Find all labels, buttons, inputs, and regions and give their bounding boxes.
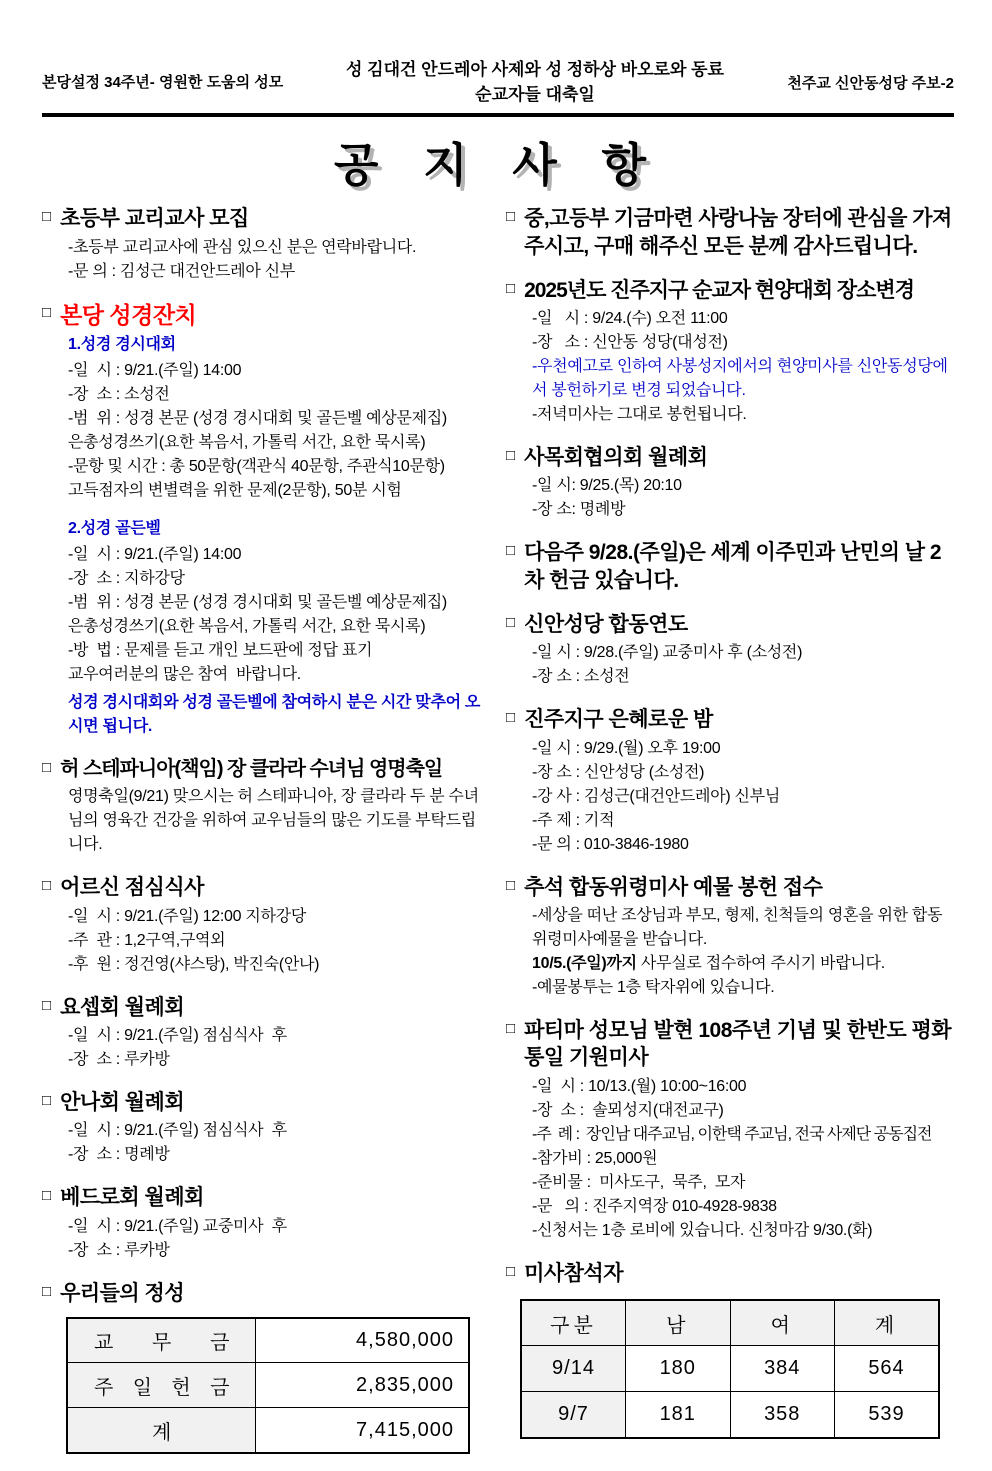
table-cell-date: 9/14 (521, 1346, 626, 1392)
subsection-title: 1.성경 경시대회 (68, 336, 176, 354)
table-cell-label: 계 (67, 1408, 256, 1453)
checkbox-icon: □ (506, 876, 516, 894)
body-line: -강 사 : 김성근(대건안드레아) 신부님 (532, 787, 780, 805)
checkbox-icon: □ (506, 1019, 516, 1037)
table-cell-label: 주 일 헌 금 (67, 1363, 256, 1408)
change-notice: -우천예고로 인하여 사봉성지에서의 현양미사를 신안동성당에서 봉헌하기로 변경 되었습니다. (532, 358, 948, 400)
body-line: -범 위 : 성경 본문 (성경 경시대회 및 골든벨 예상문제집) (68, 594, 447, 612)
section-title: 허 스테파니아(책임) 장 클라라 수녀님 영명축일 (60, 758, 443, 781)
table-cell: 180 (626, 1346, 731, 1392)
header-bulletin-id: 천주교 신안동성당 주보-2 (787, 75, 954, 93)
table-cell-date: 9/7 (521, 1392, 626, 1438)
section-title: 신안성당 합동연도 (524, 613, 688, 637)
section-title: 추석 합동위령미사 예물 봉헌 접수 (524, 875, 823, 899)
body-line: -일 시 : 9/28.(주일) 교중미사 후 (소성전) (532, 644, 803, 662)
body-line: -장 소 : 솔뫼성지(대전교구) (532, 1101, 724, 1119)
table-header-cell: 남 (626, 1300, 731, 1346)
body-line: -세상을 떠난 조상님과 부모, 형제, 친척들의 영혼을 위한 합동 위령미사예물을 받습니다. (532, 906, 947, 948)
body-line: -일 시 : 9/21.(주일) 12:00 지하강당 (68, 907, 306, 925)
section-title: 우리들의 정성 (60, 1281, 185, 1305)
section-title: 초등부 교리교사 모집 (60, 207, 249, 231)
section-nuns-feastday (42, 756, 490, 857)
table-row (67, 1408, 469, 1453)
body-line: -장 소 : 지하강당 (68, 570, 185, 588)
page-title: 공 지 사 항 (333, 139, 663, 192)
checkbox-icon: □ (42, 996, 52, 1014)
body-line: -주 제 : 기적 (532, 811, 615, 829)
body-line: -일 시 : 9/29.(월) 오후 19:00 (532, 739, 721, 757)
body-line: -장 소 : 신안성당 (소성전) (532, 763, 705, 781)
section-title: 다음주 9/28.(주일)은 세계 이주민과 난민의 날 2차 헌금 있습니다. (524, 541, 942, 592)
body-line: -일 시 : 9/21.(주일) 점심식사 후 (68, 1122, 287, 1140)
section-pastoral-council (506, 444, 954, 522)
section-graceful-night (506, 706, 954, 856)
body-line: -저녁미사는 그대로 봉헌됩니다. (532, 406, 747, 424)
body-line: -일 시 : 9/21.(주일) 14:00 (68, 362, 242, 380)
section-mass-attendance (506, 1260, 954, 1439)
body-line: -장 소 : 소성전 (68, 386, 170, 404)
table-row (521, 1346, 939, 1392)
section-anna-meeting (42, 1089, 490, 1167)
header-left-text: 본당설정 34주년- 영원한 도움의 성모 (42, 73, 284, 91)
header-feast-title (294, 58, 776, 107)
section-teacher-recruit (42, 205, 490, 283)
section-fatima-mass (506, 1017, 954, 1243)
body-line: -문 의 : 진주지역장 010-4928-9838 (532, 1197, 777, 1215)
table-cell: 181 (626, 1392, 731, 1438)
table-header-cell: 계 (835, 1300, 940, 1346)
body-line: 은총성경쓰기(요한 복음서, 가톨릭 서간, 요한 묵시록) (68, 434, 426, 452)
body-line: 영명축일(9/21) 맞으시는 허 스테파니아, 장 클라라 두 분 수녀님의 영육간 건강을 위하여 교우님들의 많은 기도를 부탁드립니다. (68, 788, 479, 854)
body-line: -일 시 : 9/21.(주일) 점심식사 후 (68, 1027, 287, 1045)
section-title: 베드로회 월례회 (60, 1186, 204, 1210)
checkbox-icon: □ (506, 279, 516, 297)
body-line: -장 소 : 소성전 (532, 668, 630, 686)
body-line: -후 원 : 정건영(샤스탕), 박진숙(안나) (68, 955, 320, 973)
checkbox-icon: □ (42, 759, 52, 777)
body-line: -장 소 : 루카방 (68, 1241, 170, 1259)
checkbox-icon: □ (506, 614, 516, 632)
section-title: 진주지구 은혜로운 밤 (524, 708, 713, 732)
body-line: -주 례 : 장인남 대주교님, 이한택 주교님, 전국 사제단 공동집전 (532, 1125, 932, 1143)
section-title: 사목회협의회 월례회 (524, 446, 708, 470)
participation-note: 성경 경시대회와 성경 골든벨에 참여하시 분은 시간 맞추어 오시면 됩니다. (68, 694, 481, 736)
section-title: 2025년도 진주지구 순교자 현양대회 장소변경 (524, 278, 914, 302)
table-cell: 384 (730, 1346, 835, 1392)
header-feast-line1: 성 김대건 안드레아 사제와 성 정하상 바오로와 동료 (346, 60, 724, 79)
attendance-table (520, 1299, 940, 1439)
table-cell: 358 (730, 1392, 835, 1438)
section-second-collection (506, 539, 954, 594)
section-bible-festival (42, 301, 490, 740)
body-line: -일 시 : 10/13.(월) 10:00~16:00 (532, 1077, 747, 1095)
section-title: 파티마 성모님 발현 108주년 기념 및 한반도 평화통일 기원미사 (524, 1018, 952, 1070)
section-chuseok-mass (506, 874, 954, 1000)
body-line: -문항 및 시간 : 총 50문항(객관식 40문항, 주관식10문항) (68, 458, 445, 476)
checkbox-icon: □ (42, 208, 52, 226)
section-title: 중,고등부 기금마련 사랑나눔 장터에 관심을 가져주시고, 구매 해주신 모든 분께 감사드립니다. (524, 207, 952, 258)
checkbox-icon: □ (42, 303, 52, 321)
table-cell-value: 7,415,000 (256, 1408, 469, 1453)
offerings-table (66, 1317, 470, 1454)
body-line: 교우여러분의 많은 참여 바랍니다. (68, 666, 301, 684)
body-line: -일 시: 9/25.(목) 20:10 (532, 477, 682, 495)
subsection-title: 2.성경 골든벨 (68, 520, 161, 538)
deadline-rest: 사무실로 접수하여 주시기 바랍니다. (636, 954, 885, 972)
deadline-line (532, 952, 954, 976)
section-offerings (42, 1280, 490, 1454)
table-cell-value: 2,835,000 (256, 1363, 469, 1408)
section-venue-change (506, 277, 954, 427)
section-title: 요셉회 월례회 (60, 995, 185, 1019)
table-row (521, 1392, 939, 1438)
checkbox-icon: □ (42, 1282, 52, 1300)
section-elder-lunch (42, 874, 490, 976)
body-line: -예물봉투는 1층 탁자위에 있습니다. (532, 978, 775, 996)
body-line: -장 소 : 신안동 성당(대성전) (532, 334, 728, 352)
body-line: -일 시 : 9/21.(주일) 교중미사 후 (68, 1217, 287, 1235)
table-row (67, 1318, 469, 1363)
checkbox-icon: □ (42, 1187, 52, 1205)
body-line: 은총성경쓰기(요한 복음서, 가톨릭 서간, 요한 묵시록) (68, 618, 426, 636)
section-market-thanks (506, 205, 954, 260)
table-header-row (521, 1300, 939, 1346)
body-line: -문 의 : 김성근 대건안드레아 신부 (68, 262, 295, 280)
table-header-cell: 여 (730, 1300, 835, 1346)
content-columns (42, 205, 954, 1471)
page-header (42, 58, 954, 117)
body-line: -신청서는 1층 로비에 있습니다. 신청마감 9/30.(화) (532, 1221, 873, 1239)
right-column (506, 205, 954, 1471)
section-title: 안나회 월례회 (60, 1091, 185, 1115)
body-line: -문 의 : 010-3846-1980 (532, 835, 689, 853)
body-line: -방 법 : 문제를 듣고 개인 보드판에 정답 표기 (68, 642, 373, 660)
checkbox-icon: □ (506, 208, 516, 226)
left-column (42, 205, 490, 1471)
table-header-cell: 구분 (521, 1300, 626, 1346)
body-line: -주 관 : 1,2구역,구역외 (68, 931, 226, 949)
body-line: -장 소 : 명례방 (68, 1146, 170, 1164)
section-title: 어르신 점심식사 (60, 876, 204, 900)
table-cell-value: 4,580,000 (256, 1318, 469, 1363)
table-cell-label: 교 무 금 (67, 1318, 256, 1363)
body-line: -준비물 : 미사도구, 묵주, 모자 (532, 1173, 746, 1191)
section-joint-prayer (506, 611, 954, 689)
checkbox-icon: □ (506, 542, 516, 560)
body-line: -장 소: 명례방 (532, 501, 626, 519)
deadline-date: 10/5.(주일)까지 (532, 954, 637, 972)
checkbox-icon: □ (506, 1262, 516, 1280)
body-line: -범 위 : 성경 본문 (성경 경시대회 및 골든벨 예상문제집) (68, 410, 447, 428)
checkbox-icon: □ (42, 1092, 52, 1110)
body-line: -초등부 교리교사에 관심 있으신 분은 연락바랍니다. (68, 238, 417, 256)
body-line: -일 시 : 9/24.(수) 오전 11:00 (532, 310, 728, 328)
section-peter-meeting (42, 1184, 490, 1262)
header-feast-line2: 순교자들 대축일 (475, 84, 595, 104)
body-line: -참가비 : 25,000원 (532, 1149, 658, 1167)
section-title: 미사참석자 (524, 1261, 623, 1285)
checkbox-icon: □ (42, 877, 52, 895)
body-line: -장 소 : 루카방 (68, 1051, 170, 1069)
body-line: -일 시 : 9/21.(주일) 14:00 (68, 546, 242, 564)
checkbox-icon: □ (506, 709, 516, 727)
section-title: 본당 성경잔치 (60, 301, 197, 328)
section-joseph-meeting (42, 994, 490, 1072)
checkbox-icon: □ (506, 447, 516, 465)
body-line: 고득점자의 변별력을 위한 문제(2문항), 50분 시험 (68, 482, 402, 500)
table-cell: 539 (835, 1392, 940, 1438)
table-row (67, 1363, 469, 1408)
table-cell: 564 (835, 1346, 940, 1392)
